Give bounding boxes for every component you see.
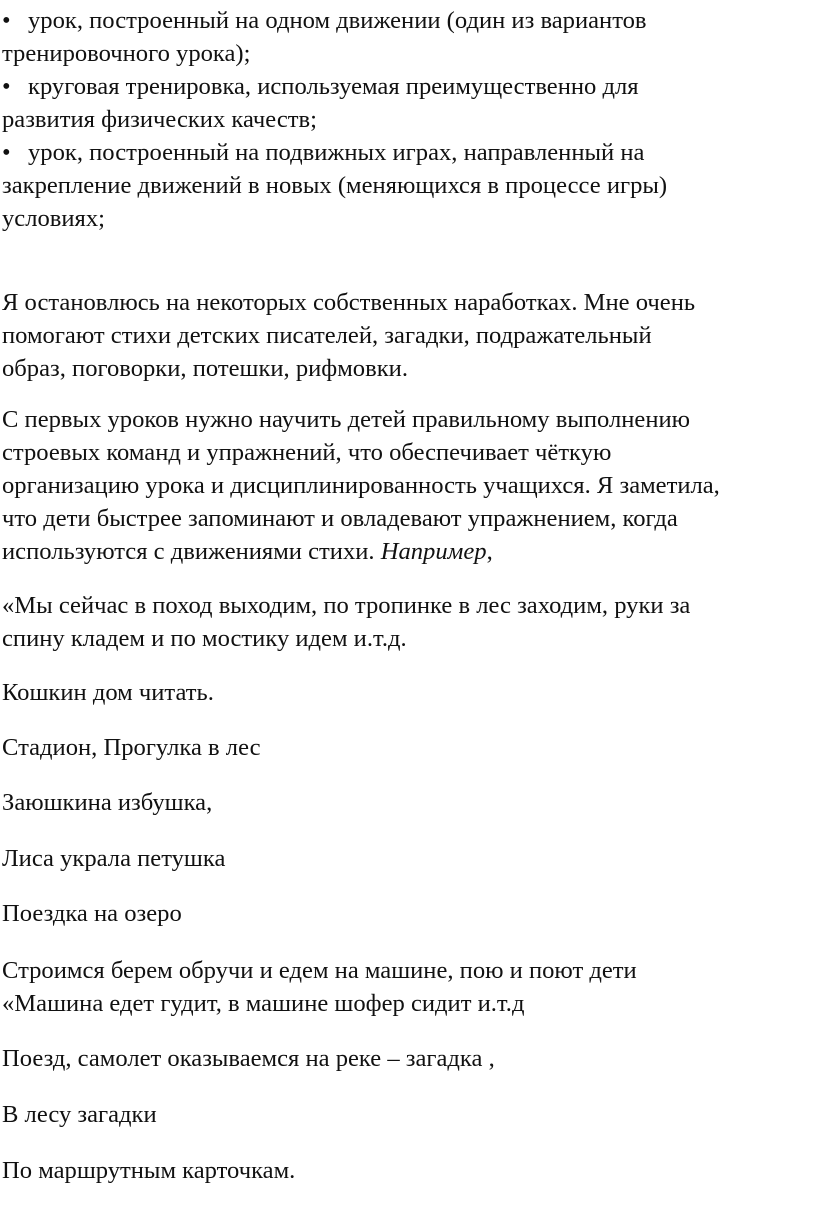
bullet-item-1-line-2: тренировочного урока); (2, 40, 251, 67)
bullet-icon: • (2, 7, 11, 34)
bullet-item-3-line-3: условиях; (2, 205, 105, 232)
example-emphasis: Например (380, 538, 487, 565)
bullet-item-3-line-1: • урок, построенный на подвижных играх, направленный на (2, 136, 644, 169)
bullet-item-3-line-2: закрепление движений в новых (меняющихся в процессе игры) (2, 172, 668, 199)
paragraph-6: Заюшкина избушка, (2, 789, 213, 816)
paragraph-4: Кошкин дом читать. (2, 679, 214, 706)
paragraph-2-line-5: используются с движениями стихи. Например, (2, 538, 493, 565)
paragraph-8: Поездка на озеро (2, 900, 182, 927)
paragraph-2-line-3: организацию урока и дисциплинированность учащихся. Я заметила, (2, 472, 720, 499)
paragraph-1-line-3: образ, поговорки, потешки, рифмовки. (2, 355, 408, 382)
bullet-item-2-line-1: • круговая тренировка, используемая преимущественно для (2, 70, 639, 103)
paragraph-1-line-2: помогают стихи детских писателей, загадки, подражательный (2, 322, 652, 349)
paragraph-10: Поезд, самолет оказываемся на реке – загадка , (2, 1045, 495, 1072)
paragraph-3-line-1: «Мы сейчас в поход выходим, по тропинке в лес заходим, руки за (2, 592, 691, 619)
paragraph-2-line-1: С первых уроков нужно научить детей правильному выполнению (2, 406, 691, 433)
bullet-icon: • (2, 139, 11, 166)
paragraph-2-line-4: что дети быстрее запоминают и овладевают упражнением, когда (2, 505, 678, 532)
paragraph-9-line-1: Строимся берем обручи и едем на машине, пою и поют дети (2, 957, 637, 984)
paragraph-12: По маршрутным карточкам. (2, 1157, 296, 1184)
bullet-item-2-line-2: развития физических качеств; (2, 106, 317, 133)
paragraph-9-line-2: «Машина едет гудит, в машине шофер сидит и.т.д (2, 990, 525, 1017)
paragraph-5: Стадион, Прогулка в лес (2, 734, 261, 761)
bullet-icon: • (2, 73, 11, 100)
paragraph-7: Лиса украла петушка (2, 845, 226, 872)
paragraph-11: В лесу загадки (2, 1101, 157, 1128)
paragraph-1-line-1: Я остановлюсь на некоторых собственных наработках. Мне очень (2, 289, 696, 316)
paragraph-2-line-2: строевых команд и упражнений, что обеспечивает чёткую (2, 439, 612, 466)
paragraph-3-line-2: спину кладем и по мостику идем и.т.д. (2, 625, 407, 652)
bullet-item-1-line-1: • урок, построенный на одном движении (один из вариантов (2, 4, 647, 37)
